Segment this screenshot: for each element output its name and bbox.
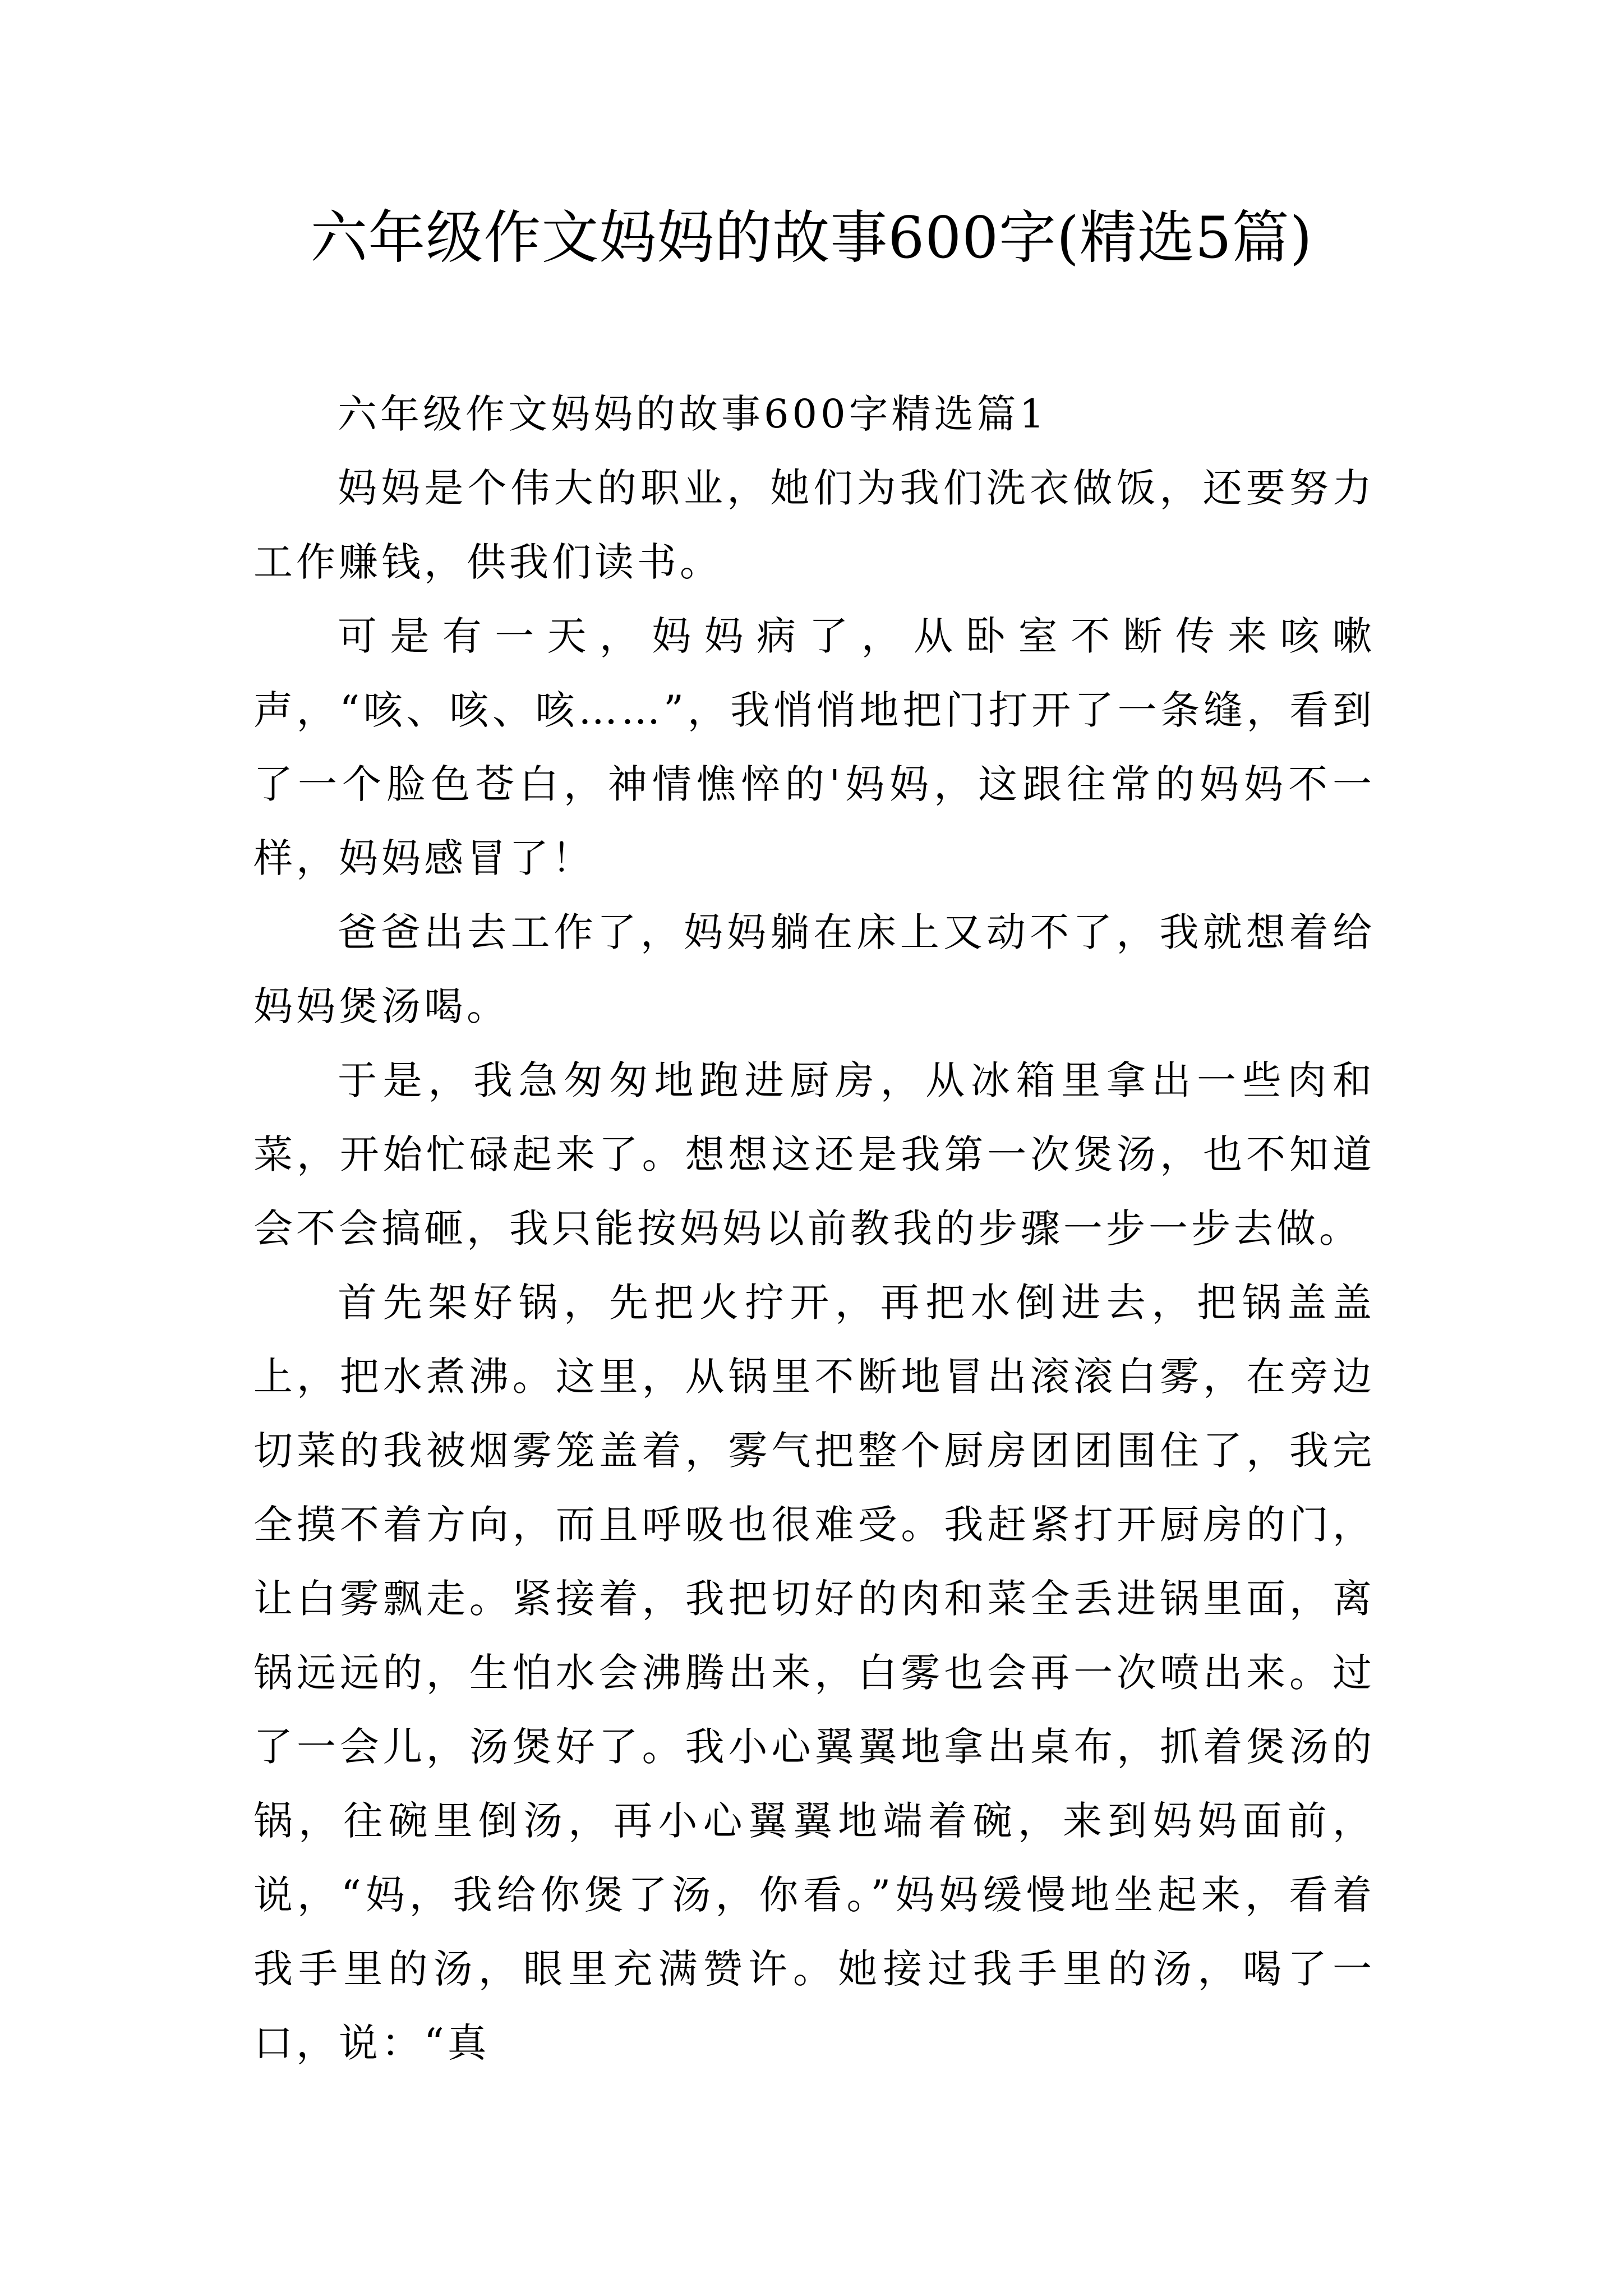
paragraph: 妈妈是个伟大的职业，她们为我们洗衣做饭，还要努力工作赚钱，供我们读书。 (253, 465, 1375, 585)
section-heading: 六年级作文妈妈的故事600字精选篇1 (338, 391, 1048, 437)
document-title: 六年级作文妈妈的故事600字(精选5篇) (310, 205, 1313, 272)
document-body (253, 377, 1375, 2080)
paragraph: 可是有一天，妈妈病了，从卧室不断传来咳嗽声，“咳、咳、咳……”，我悄悄地把门打开了一条缝，看到了一个脸色苍白，神情憔悴的'妈妈，这跟往常的妈妈不一样，妈妈感冒了！ (253, 613, 1375, 881)
paragraph: 爸爸出去工作了，妈妈躺在床上又动不了，我就想着给妈妈煲汤喝。 (253, 909, 1375, 1029)
paragraph: 于是，我急匆匆地跑进厨房，从冰箱里拿出一些肉和菜，开始忙碌起来了。想想这还是我第一次煲汤，也不知道会不会搞砸，我只能按妈妈以前教我的步骤一步一步去做。 (253, 1057, 1375, 1251)
paragraph: 首先架好锅，先把火拧开，再把水倒进去，把锅盖盖上，把水煮沸。这里，从锅里不断地冒出滚滚白雾，在旁边切菜的我被烟雾笼盖着，雾气把整个厨房团团围住了，我完全摸不着方向，而且呼吸也很难受。我赶紧打开厨房的门，让白雾飘走。紧接着，我把切好的肉和菜全丢进锅里面，离锅远远的，生怕水会沸腾出来，白雾也会再一次喷出来。过了一会儿，汤煲好了。我小心翼翼地拿出桌布，抓着煲汤的锅，往碗里倒汤，再小心翼翼地端着碗，来到妈妈面前，说，“妈，我给你煲了汤，你看。”妈妈缓慢地坐起来，看着我手里的汤，眼里充满赞许。她接过我手里的汤，喝了一口，说：“真 (253, 1280, 1375, 2066)
